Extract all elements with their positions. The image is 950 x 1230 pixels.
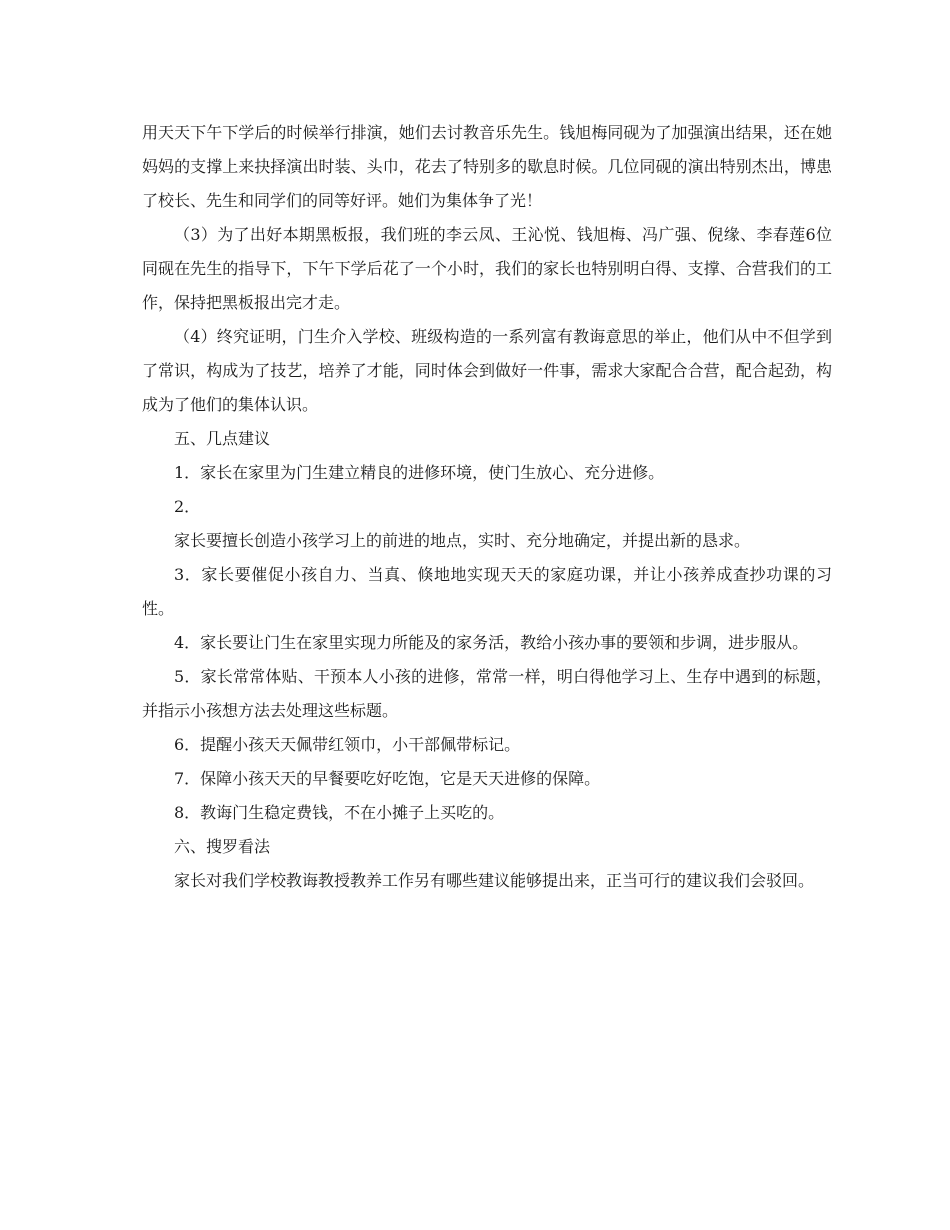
paragraph-item-4: （4）终究证明，门生介入学校、班级构造的一系列富有教诲意思的举止，他们从中不但学到了常识，构成为了技艺，培养了才能，同时体会到做好一件事，需求大家配合合营，配合起劲，构成为了他们的集体认识。 [142, 327, 832, 414]
suggestion-1: 1．家长在家里为门生建立精良的进修环境，使门生放心、充分进修。 [174, 463, 665, 482]
suggestion-7: 7．保障小孩天天的早餐要吃好吃饱，它是天天进修的保障。 [174, 769, 601, 788]
suggestion-2: 家长要擅长创造小孩学习上的前进的地点，实时、充分地确定，并提出新的恳求。 [174, 531, 751, 550]
suggestion-6: 6．提醒小孩天天佩带红领巾，小干部佩带标记。 [174, 735, 521, 754]
section-heading-suggestions: 五、几点建议 [174, 429, 271, 448]
suggestion-2-number: 2． [174, 497, 201, 516]
suggestion-4: 4．家长要让门生在家里实现力所能及的家务活，教给小孩办事的要领和步调，进步服从。 [174, 633, 809, 652]
paragraph-continuation: 用天天下午下学后的时候举行排演，她们去讨教音乐先生。钱旭梅同砚为了加强演出结果，还在她妈妈的支撑上来抉择演出时装、头巾，花去了特别多的歇息时候。几位同砚的演出特别杰出，博患了校长、先生和同学们的同等好评。她们为集体争了光！ [142, 123, 832, 210]
suggestion-5: 5．家长常常体贴、干预本人小孩的进修，常常一样，明白得他学习上、生存中遇到的标题，并指示小孩想方法去处理这些标题。 [142, 667, 832, 720]
suggestion-3: 3．家长要催促小孩自力、当真、倏地地实现天天的家庭功课，并让小孩养成查抄功课的习性。 [142, 565, 832, 618]
section-heading-feedback: 六、搜罗看法 [174, 837, 271, 856]
paragraph-item-3: （3）为了出好本期黑板报，我们班的李云凤、王沁悦、钱旭梅、冯广强、倪缘、李春莲6位同砚在先生的指导下，下午下学后花了一个小时，我们的家长也特别明白得、支撑、合营我们的工作，保持把黑板报出完才走。 [142, 225, 832, 312]
feedback-paragraph: 家长对我们学校教诲教授教养工作另有哪些建议能够提出来，正当可行的建议我们会驳回。 [174, 871, 815, 890]
document-page [142, 116, 832, 898]
suggestion-8: 8．教诲门生稳定费钱，不在小摊子上买吃的。 [174, 803, 505, 822]
